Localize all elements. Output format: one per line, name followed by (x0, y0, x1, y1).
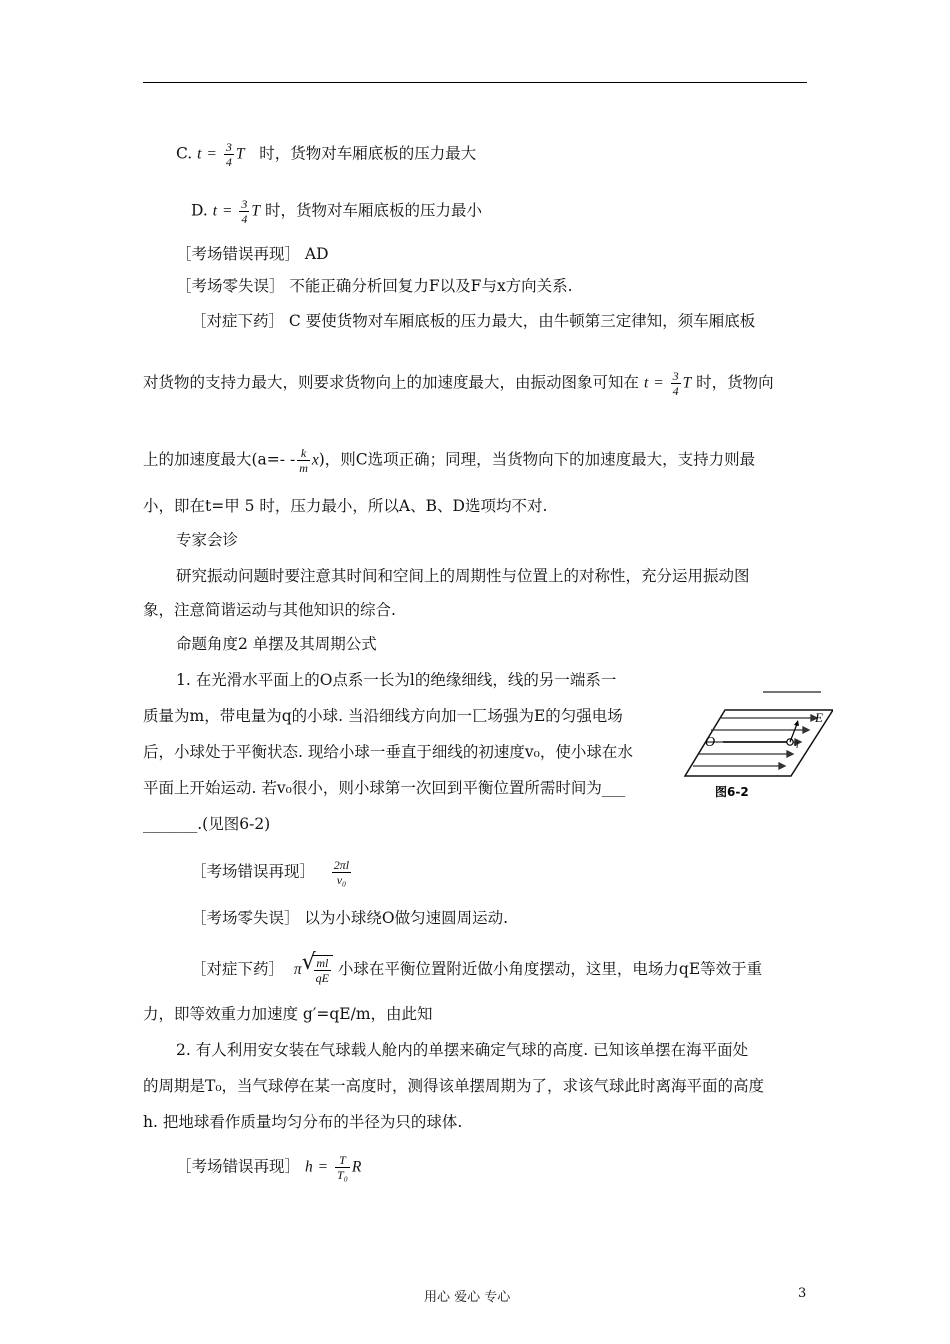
min-pressure-line: 小，即在t=甲 5 时，压力最小，所以A、B、D选项均不对. (143, 497, 548, 515)
problem-2-line-2: 的周期是T₀，当气球停在某一高度时，测得该单摆周期为了，求该气球此时离海平面的高度 (143, 1077, 765, 1095)
figure-6-2 (683, 688, 833, 803)
figure-label-q: q (794, 738, 799, 748)
zero-mistake-2: ［考场零失误］ 以为小球绕O做匀速圆周运动. (191, 909, 509, 927)
error-reappear-2: ［考场错误再现］ $\frac{2\pi l}{\text{v₀}}$ (191, 858, 350, 887)
remedy-1-cont: 对货物的支持力最大，则要求货物向上的加速度最大，由振动图象可知在 t = $\frac{3}{4}$ T 时，货物向 (143, 369, 774, 398)
expert-heading: 专家会诊 (176, 531, 239, 549)
fraction-2pil-v0: $\frac{2\pi l}{\text{v₀}}$ (333, 858, 350, 887)
page-number: 3 (798, 1286, 807, 1301)
problem-1-line-2: 质量为m，带电量为q的小球. 当沿细线方向加一匸场强为E的匀强电场 (143, 707, 623, 725)
figure-label-o: O (705, 735, 716, 750)
problem-1-line-5: _______.(见图6-2) (143, 815, 271, 833)
sqrt-ml-qe: √ $\frac{ml}{qE}$ (302, 955, 333, 985)
option-c: C. t = $\frac{3}{4}$ T 时，货物对车厢底板的压力最大 (176, 140, 477, 169)
expert-text-1: 研究振动问题时要注意其时间和空间上的周期性与位置上的对称性，充分运用振动图 (176, 567, 750, 585)
problem-1-line-4: 平面上开始运动. 若v₀很小，则小球第一次回到平衡位置所需时间为___ (143, 779, 626, 797)
footer-slogan: 用心 爱心 专心 (424, 1290, 511, 1305)
topic-heading: 命题角度2 单摆及其周期公式 (176, 635, 377, 653)
problem-1-line-1: 1. 在光滑水平面上的O点系一长为l的绝缘细线，线的另一端系一 (176, 671, 617, 689)
problem-2-line-1: 2. 有人利用安女装在气球载人舱内的单摆来确定气球的高度. 已知该单摆在海平面处 (176, 1041, 749, 1059)
electric-field-diagram (683, 688, 833, 803)
problem-2-line-3: h. 把地球看作质量均匀分布的半径为只的球体. (143, 1113, 463, 1131)
error-reappear-1: ［考场错误再现］ AD (176, 245, 329, 263)
problem-1-line-3: 后，小球处于平衡状态. 现给小球一垂直于细线的初速度v₀，使小球在水 (143, 743, 633, 761)
figure-label-e: E (815, 710, 823, 725)
fraction-3-4: $\frac{3}{4}$ (672, 369, 679, 398)
header-rule (143, 82, 807, 83)
remedy-1: ［对症下药］ C 要使货物对车厢底板的压力最大，由牛顿第三定律知，须车厢底板 (191, 312, 756, 330)
fraction-3-4: $\frac{3}{4}$ (241, 197, 248, 226)
remedy-2-cont: 力，即等效重力加速度 g′=qE/m，由此知 (143, 1005, 433, 1023)
fraction-3-4: $\frac{3}{4}$ (225, 140, 232, 169)
expert-text-2: 象，注意简谐运动与其他知识的综合. (143, 601, 396, 619)
error-reappear-3: ［考场错误再现］ h = $\frac{T}{\text{T₀}}$ R (176, 1153, 362, 1182)
fraction-k-m: $\frac{k}{m}$ (299, 446, 308, 475)
figure-caption: 图6-2 (715, 785, 749, 799)
fraction-t-t0: $\frac{T}{\text{T₀}}$ (337, 1153, 348, 1182)
acceleration-line: 上的加速度最大(a=- - $\frac{k}{m}$ x)，则C选项正确；同理，当货物向下的加速度最大，支持力则最 (143, 446, 756, 475)
option-d: D. t = $\frac{3}{4}$ T 时，货物对车厢底板的压力最小 (191, 197, 482, 226)
zero-mistake-1: ［考场零失误］ 不能正确分析回复力F以及F与x方向关系. (176, 277, 573, 295)
remedy-2: ［对症下药］ π √ $\frac{ml}{qE}$ 小球在平衡位置附近做小角度摆动，这里，电场力qE等效于重 (191, 950, 763, 985)
